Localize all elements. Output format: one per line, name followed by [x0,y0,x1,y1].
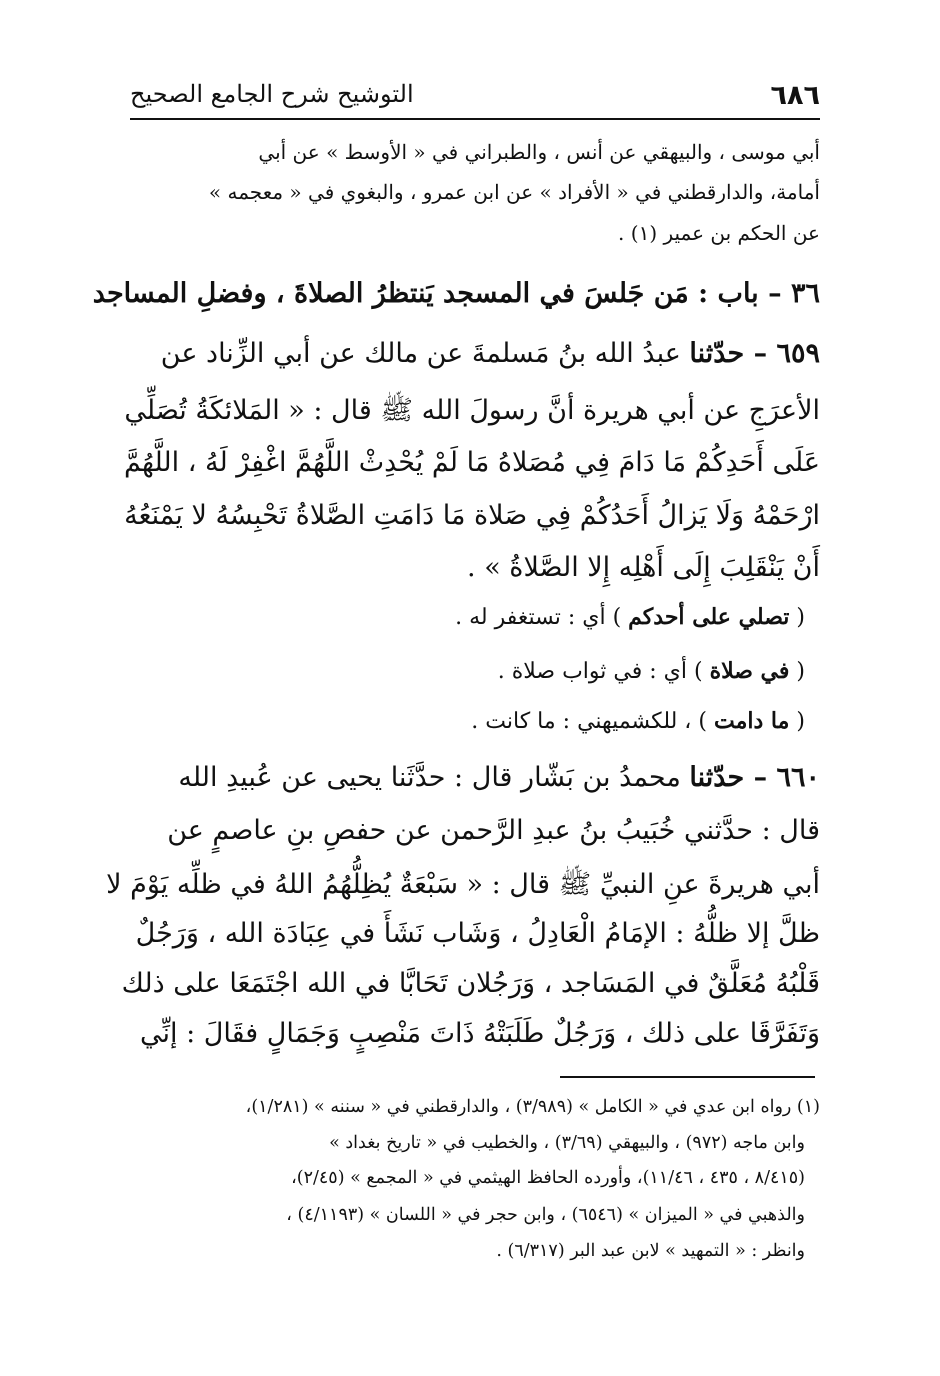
intro-line: أبي موسى ، والبيهقي عن أنس ، والطبراني في « الأوسط » عن أبي [258,140,820,164]
chapter-heading: ٣٦ – باب : مَن جَلسَ في المسجد يَنتظرُ الصلاةَ ، وفضلِ المساجد [92,278,820,309]
hadith-number: ٦٥٩ – حدّثنا [689,338,820,369]
footnote-line: (٨/٤١٥ ، ٤٣٥ ، ١١/٤٦)، وأورده الحافظ الهيثمي في « المجمع » (٢/٤٥)، [291,1168,805,1188]
intro-line: أمامة، والدارقطني في « الأفراد » عن ابن عمرو ، والبغوي في « معجمه » [208,180,820,204]
commentary-term: تصلي على أحدكم [628,604,790,630]
hadith-659-line: عَلَى أَحَدِكُمْ مَا دَامَ فِي مُصَلاهُ مَا لَمْ يُحْدِثْ اللَّهُمَّ اغْفِرْ لَهُ ، اللَّهُمَّ [124,447,820,478]
hadith-text: عبدُ الله بنُ مَسلمةَ عن مالك عن أبي الزِّناد عن [160,338,681,369]
intro-line: عن الحكم بن عمير (١) . [618,221,820,245]
hadith-660-line: وَتَفَرَّقَا على ذلك ، وَرَجُلٌ طَلَبَتْهُ ذَاتَ مَنْصِبٍ وَجَمَالٍ فقَالَ : إنِّي [139,1018,820,1049]
hadith-660-line: ظلَّ إلا ظلُّهُ : الإمَامُ الْعَادِلُ ، وَشَاب نَشَأَ في عِبَادَة الله ، وَرَجُلٌ [135,918,820,949]
hadith-659-line [130,338,820,369]
page-number: ٦٨٦ [770,80,820,111]
hadith-text: محمدُ بن بَشّار قال : حدَّثَنا يحيى عن عُبيدِ الله [178,762,681,793]
commentary-line: ( ما دامت ) ، للكشميهني : ما كانت . [471,708,805,734]
commentary-term: ما دامت [713,708,790,734]
hadith-660-line: قال : حدَّثني خُبَيبُ بنُ عبدِ الرَّحمن عن حفصِ بنِ عاصمٍ عن [167,815,820,846]
footnote-line: (١) رواه ابن عدي في « الكامل » (٣/٩٨٩) ، والدارقطني في « سننه » (١/٢٨١)، [245,1097,820,1117]
page-header [130,70,820,120]
commentary-term: في صلاة [709,658,790,684]
commentary-line: ( في صلاة ) أي : في ثواب صلاة . [497,658,805,684]
hadith-660-line: قَلْبُهُ مُعَلَّقٌ في المَسَاجد ، وَرَجُلان تَحَابَّا في الله اجْتَمَعَا على ذلك [121,968,820,999]
footnote-line: والذهبي في « الميزان » (٦٥٤٦) ، وابن حجر في « اللسان » (٤/١١٩٣) ، [286,1205,805,1225]
commentary-line: ( تصلي على أحدكم ) أي : تستغفر له . [455,604,805,630]
running-title: التوشيح شرح الجامع الصحيح [130,80,414,108]
hadith-659-line: أَنْ يَنْقَلِبَ إِلَى أَهْلِه إِلا الصَّلاةُ » . [467,552,820,583]
hadith-660-line: أبي هريرةَ عنِ النبيِّ ﷺ قال : « سَبْعَةٌ يُظِلُّهُمُ اللهُ في ظلِّه يَوْمَ لا [106,869,820,900]
hadith-659-line: ارْحَمْهُ وَلَا يَزالُ أَحَدُكُمْ فِي صَلاة مَا دَامَتِ الصَّلاةُ تَحْبِسُهُ لا يَمْنَعُهُ [124,500,820,531]
footnote-line: وانظر : « التمهيد » لابن عبد البر (٦/٣١٧) . [496,1241,805,1261]
footnote-divider [560,1076,815,1078]
hadith-659-line: الأعرَجِ عن أبي هريرة أنَّ رسولَ الله ﷺ قال : « المَلائكَةُ تُصَلِّي [124,395,820,426]
hadith-660-line [130,762,820,793]
hadith-number: ٦٦٠ – حدّثنا [689,762,820,793]
footnote-line: وابن ماجه (٩٧٢) ، والبيهقي (٣/٦٩) ، والخطيب في « تاريخ بغداد » [329,1133,805,1153]
